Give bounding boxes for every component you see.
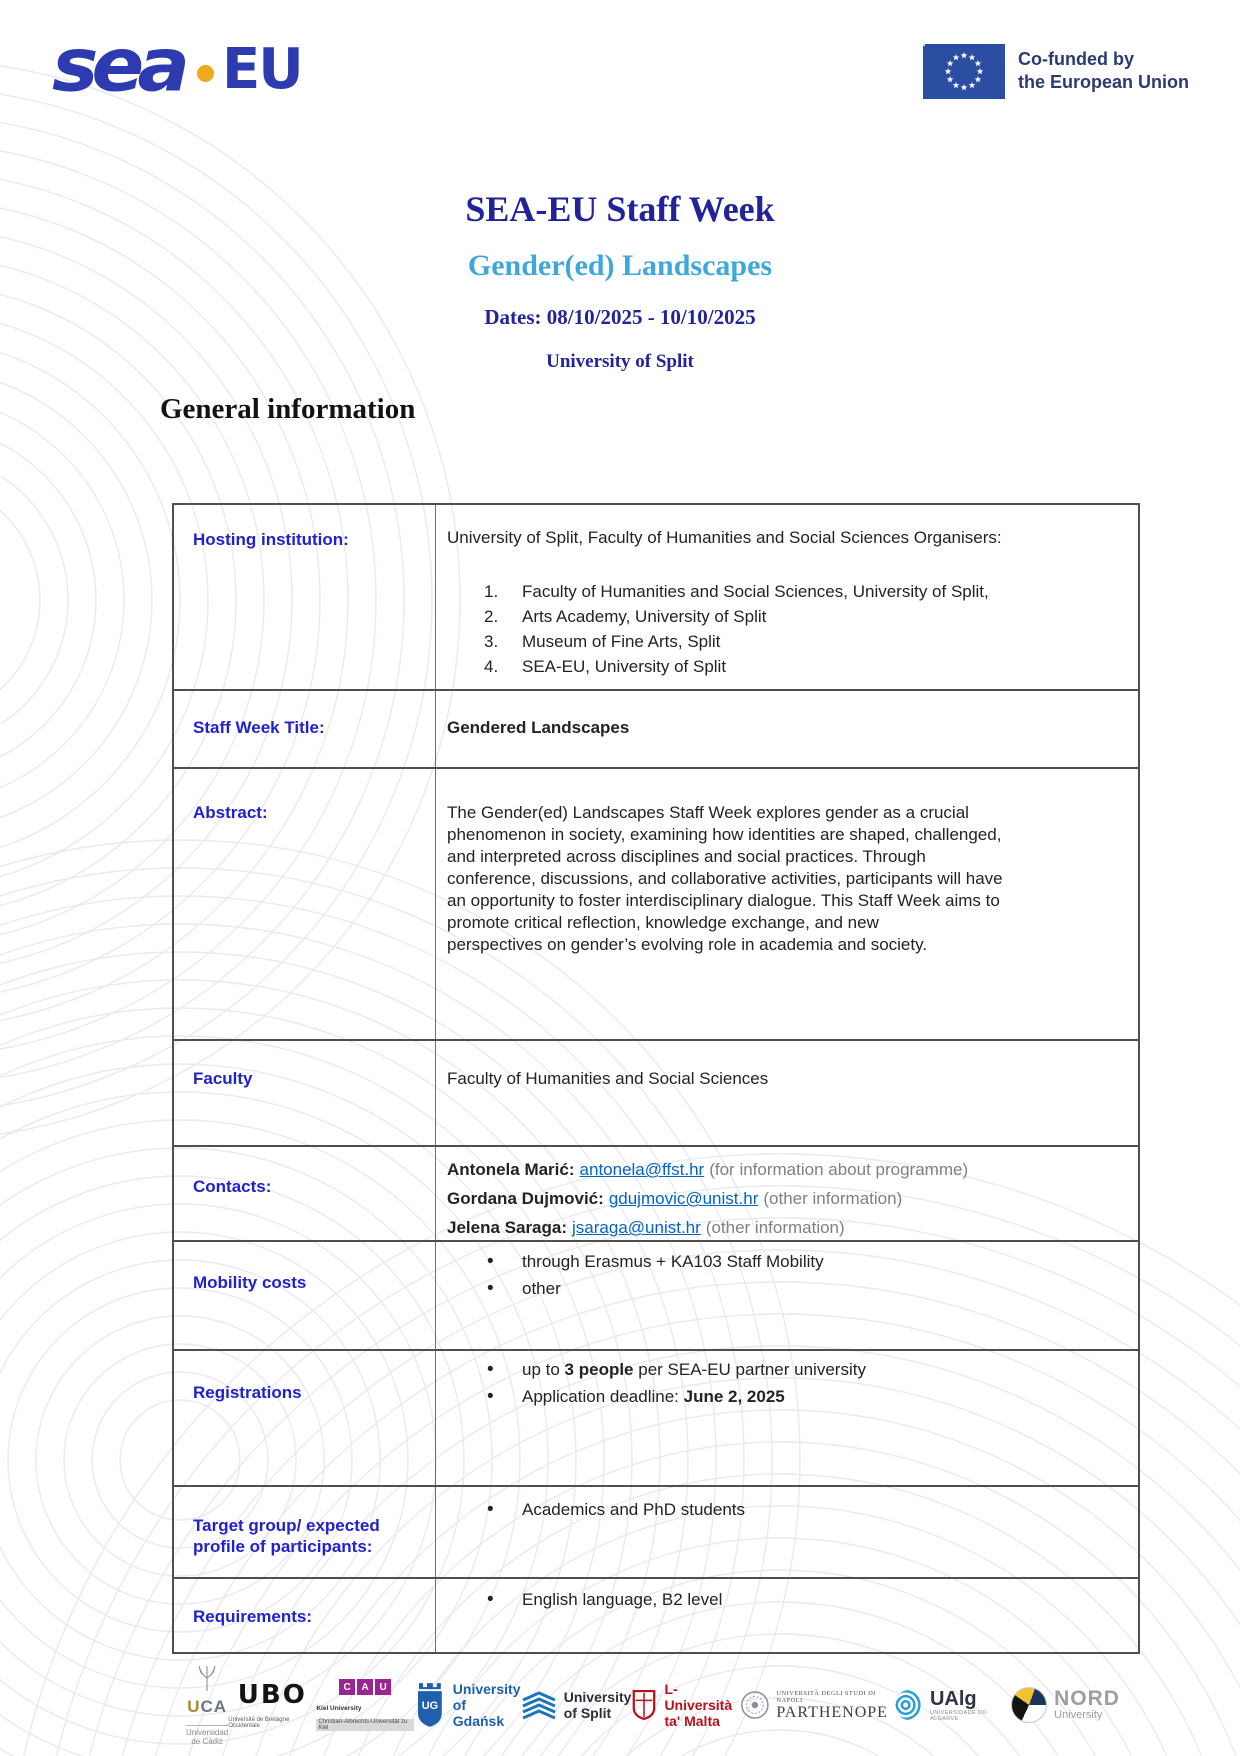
- contact-note: (for information about programme): [709, 1160, 969, 1179]
- partner-logos-strip: [186, 1660, 1120, 1750]
- registrations-label: Registrations: [193, 1383, 302, 1402]
- table-row-hosting: [174, 505, 1138, 689]
- uca-abbr-ca: CA: [200, 1696, 228, 1716]
- cau-logo: [316, 1679, 414, 1731]
- table-row-contacts: [174, 1145, 1138, 1240]
- eu-cofunded-line2: the European Union: [1018, 72, 1189, 92]
- uca-sub-line1: Universidad: [186, 1727, 229, 1737]
- contact-entry: [447, 1184, 1128, 1213]
- contacts-label: Contacts:: [193, 1177, 272, 1196]
- list-item: • up to 3 people per SEA-EU partner university: [447, 1356, 1128, 1383]
- ubo-sub: Université de Bretagne Occidentale: [228, 1716, 290, 1729]
- contact-email-link[interactable]: gdujmovic@unist.hr: [608, 1189, 759, 1208]
- sea-eu-logo: [52, 23, 302, 109]
- ualg-rings-icon: [895, 1690, 923, 1720]
- nord-logo: [1011, 1687, 1120, 1723]
- list-item: • through Erasmus + KA103 Staff Mobility: [447, 1248, 1128, 1275]
- uca-tree-icon: [195, 1665, 219, 1691]
- split-line1: University: [563, 1689, 632, 1705]
- hosting-intro: University of Split, Faculty of Humanities and Social Sciences Organisers:: [447, 528, 1002, 547]
- malta-crest-icon: [631, 1688, 657, 1722]
- contact-note: (other information): [705, 1218, 845, 1237]
- contact-entry: [447, 1155, 1128, 1184]
- application-deadline: June 2, 2025: [683, 1387, 785, 1406]
- registrations-list: [447, 1356, 1128, 1410]
- contact-name: Gordana Dujmović:: [447, 1189, 604, 1208]
- target-group-label: Target group/ expected profile of participants:: [193, 1516, 380, 1556]
- parthenope-name: PARTHENOPE: [776, 1703, 888, 1721]
- split-book-icon: [521, 1690, 557, 1720]
- organisers-list: [447, 579, 1128, 679]
- abstract-paragraph-2: perspectives on gender’s evolving role in academia and society.: [447, 935, 928, 954]
- requirements-label: Requirements:: [193, 1607, 313, 1626]
- target-group-list: [447, 1496, 1128, 1523]
- uca-logo: [186, 1665, 228, 1746]
- sea-eu-logo-script: sea: [52, 23, 183, 109]
- list-item: • Application deadline: June 2, 2025: [447, 1383, 1128, 1410]
- ualg-abbr: UAlg: [929, 1687, 977, 1710]
- eu-cofunded-line1: Co-funded by: [1018, 49, 1134, 69]
- table-row-faculty: [174, 1039, 1138, 1145]
- uca-sub-line2: de Cádiz: [191, 1736, 223, 1746]
- event-dates: Dates: 08/10/2025 - 10/10/2025: [484, 305, 756, 329]
- gdansk-line2: of Gdańsk: [452, 1697, 505, 1729]
- uca-abbr-u: U: [187, 1696, 201, 1716]
- eu-cofunded-text: [1018, 44, 1189, 94]
- contact-note: (other information): [763, 1189, 903, 1208]
- sea-eu-logo-dot-icon: [197, 65, 214, 82]
- staff-week-title-label: Staff Week Title:: [193, 718, 325, 737]
- list-item: Museum of Fine Arts, Split: [522, 632, 721, 651]
- cau-blocks-icon: C A U: [339, 1679, 391, 1695]
- faculty-value: Faculty of Humanities and Social Sciences: [447, 1069, 769, 1088]
- contact-entry: [447, 1213, 1128, 1242]
- nord-circle-icon: [1011, 1687, 1047, 1723]
- nord-name: NORD: [1054, 1687, 1120, 1710]
- svg-text:UG: UG: [421, 1699, 439, 1712]
- malta-logo: [631, 1681, 739, 1729]
- hosting-label: Hosting institution:: [193, 530, 349, 549]
- table-row-registrations: [174, 1349, 1138, 1485]
- abstract-label: Abstract:: [193, 803, 268, 822]
- list-item: • Academics and PhD students: [447, 1496, 1128, 1523]
- list-item: Faculty of Humanities and Social Sciences, University of Split,: [522, 582, 989, 601]
- nord-sub: University: [1054, 1709, 1103, 1721]
- ubo-abbr: UBO: [237, 1679, 307, 1710]
- registrations-limit: 3 people: [564, 1360, 634, 1379]
- ualg-sub: UNIVERSIDADE DO ALGARVE: [929, 1709, 988, 1722]
- list-item: SEA-EU, University of Split: [522, 657, 727, 676]
- parthenope-sub: UNIVERSITÀ DEGLI STUDI DI NAPOLI: [776, 1689, 876, 1704]
- requirements-list: [447, 1586, 1128, 1613]
- cau-sub-line1: Kiel University: [316, 1705, 362, 1712]
- eu-flag-icon: [923, 44, 1005, 99]
- general-information-table: [172, 503, 1140, 1654]
- mobility-label: Mobility costs: [193, 1273, 307, 1292]
- contact-email-link[interactable]: jsaraga@unist.hr: [572, 1218, 701, 1237]
- table-row-mobility: [174, 1240, 1138, 1349]
- list-item: Arts Academy, University of Split: [522, 607, 767, 626]
- contact-email-link[interactable]: antonela@ffst.hr: [579, 1160, 705, 1179]
- contact-name: Antonela Marić:: [447, 1160, 575, 1179]
- table-row-requirements: [174, 1577, 1138, 1652]
- staff-week-title-value: Gendered Landscapes: [447, 718, 630, 737]
- mobility-list: [447, 1248, 1128, 1302]
- list-item: • other: [447, 1275, 1128, 1302]
- section-heading: General information: [160, 393, 416, 425]
- faculty-label: Faculty: [193, 1069, 253, 1088]
- abstract-paragraph-1: The Gender(ed) Landscapes Staff Week explores gender as a crucial phenomenon in society, examining how identities are shaped, challenged, and interpreted across disciplines and social practices. Through conference, discussions, and collaborative activities, participants will have an opportunity to foster interdisciplinary dialogue. This Staff Week aims to promote critical reflection, knowledge exchange, and new: [447, 803, 1003, 932]
- split-line2: of Split: [563, 1705, 612, 1721]
- page-title: SEA-EU Staff Week: [465, 189, 775, 229]
- parthenope-seal-icon: [740, 1689, 770, 1721]
- ualg-logo: [895, 1689, 1011, 1722]
- table-row-staff-week-title: [174, 689, 1138, 767]
- malta-line2: ta' Malta: [664, 1713, 720, 1729]
- table-row-abstract: [174, 767, 1138, 1039]
- sea-eu-logo-eu: EU: [221, 36, 302, 102]
- cau-sub-line2: Christian-Albrechts-Universität zu Kiel: [316, 1719, 414, 1731]
- malta-line1: L-Università: [664, 1681, 733, 1713]
- list-item: • English language, B2 level: [447, 1586, 1128, 1613]
- gdansk-line1: University: [452, 1681, 521, 1697]
- page-subtitle: Gender(ed) Landscapes: [467, 249, 773, 282]
- gdansk-logo: [414, 1681, 521, 1729]
- table-row-target-group: [174, 1485, 1138, 1577]
- gdansk-shield-icon: [414, 1683, 446, 1727]
- contact-name: Jelena Saraga:: [447, 1218, 568, 1237]
- parthenope-logo: [740, 1689, 895, 1721]
- host-university: University of Split: [546, 351, 694, 372]
- eu-cofunded-block: [923, 44, 1189, 99]
- ubo-logo: [228, 1679, 316, 1729]
- split-logo: [521, 1689, 632, 1721]
